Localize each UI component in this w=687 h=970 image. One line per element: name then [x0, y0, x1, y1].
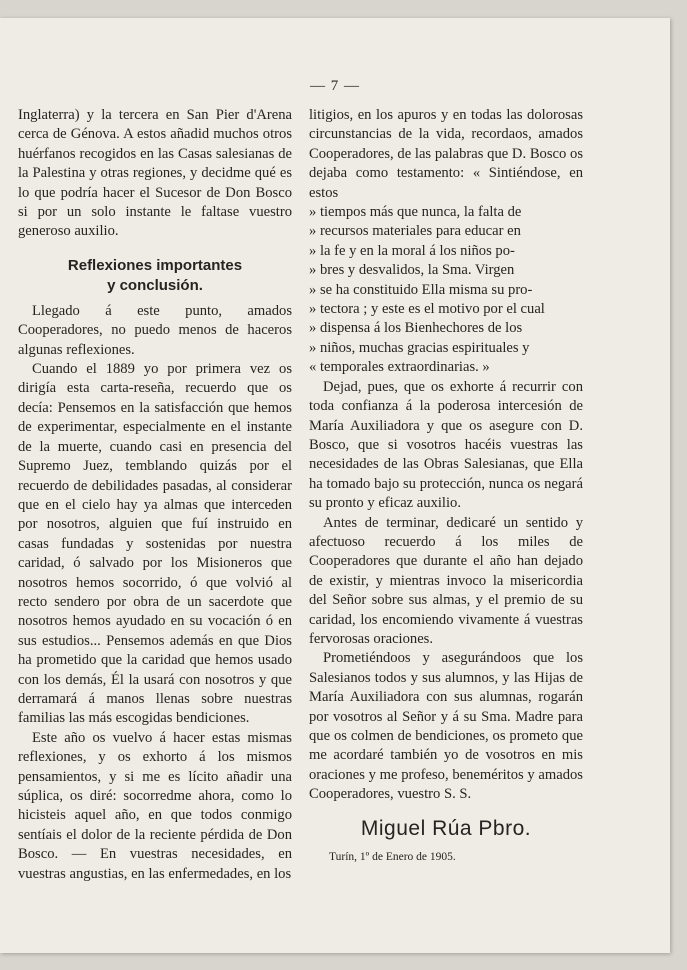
paragraph: Cuando el 1889 yo por primera vez os dirigía esta carta-reseña, recuerdo que os decía: Pensemos en la satisfacción que hemos de experimentar, especialmente en el instante de la muerte, cuando casi en presencia del Supremo Juez, temblando quizás por el recuerdo de debilidades pasadas, al considerar que en el cielo hay ya almas que interceden por nosotros, alguien que fuí instruido en casas fundadas y sostenidas por nuestra caridad, ó salvado por los Misioneros que nosotros hemos socorrido, ó que volvió al recto sendero por obra de un sacerdote que nosotros hemos ayudado en su vocación ó en sus estudios... Pensemos además en que Dios ha prometido que la caridad que hemos usado con los demás, Él la usará con nosotros y que derramará á manos llenas sobre nuestras familias las más escogidas bendiciones.: [18, 361, 292, 727]
section-heading-line-1: Reflexiones importantes: [67, 256, 243, 274]
paragraph: litigios, en los apuros y en todas las dolorosas circunstancias de la vida, recordaos, amados Cooperadores, de las palabras que D. Bosco os dejaba como testamento: « Sintiéndose, en estos: [309, 107, 583, 201]
quote-line: » dispensa á los Bienhechores de los: [309, 320, 523, 337]
quote-line: » bres y desvalidos, la Sma. Virgen: [309, 262, 515, 279]
quote-line: « temporales extraordinarias. »: [309, 359, 490, 376]
quote-line: » se ha constituido Ella misma su pro-: [309, 281, 533, 298]
quote-line: » recursos materiales para educar en: [309, 223, 521, 240]
signature: Miguel Rúa Pbro.: [360, 816, 532, 840]
quote-line: » la fe y en la moral á los niños po-: [309, 242, 515, 259]
paragraph: Este año os vuelvo á hacer estas mismas reflexiones, y os exhorto á los mismos pensamientos, y si me es lícito añadir una súplica, os diré: socorredme ahora, como lo hicisteis aquel año, en que todos conmigo sentíais el dolor de la reciente pérdida de Don Bosco. — En vuestras necesidades, en vuestras angustias, en las enfermedades, en los: [18, 729, 292, 882]
dateline: Turín, 1º de Enero de 1905.: [329, 851, 456, 864]
document-page: [0, 18, 670, 953]
quote-line: » tiempos más que nunca, la falta de: [309, 204, 522, 221]
right-column: [309, 106, 583, 867]
paragraph: Inglaterra) y la tercera en San Pier d'Arena cerca de Génova. A estos añadid muchos otros huérfanos recogidos en las Casas salesianas de la Palestina y otras regiones, y decidme qué es lo que podría hacer el Sucesor de Don Bosco si por un solo instante le faltase vuestro generoso auxilio.: [18, 107, 292, 240]
quote-line: » tectora ; y este es el motivo por el cual: [309, 301, 545, 318]
paragraph: Antes de terminar, dedicaré un sentido y afectuoso recuerdo á los miles de Cooperadores que durante el año han dejado de existir, y mientras invoco la misericordia del Señor sobre sus almas, y el premio de su caridad, los encomiendo vivamente á vuestras fervorosas oraciones.: [309, 514, 583, 647]
quote-line: » niños, muchas gracias espirituales y: [309, 339, 530, 356]
paragraph: Prometiéndoos y asegurándoos que los Salesianos todos y sus alumnos, y las Hijas de María Auxiliadora con sus alumnas, rogarán por vosotros al Señor y á su Sma. Madre para que os colmen de bendiciones, os prometo que me acordaré también yo de vosotros en mis oraciones y me profeso, beneméritos y amados Cooperadores, vuestro S. S.: [309, 650, 583, 803]
left-column: [18, 106, 292, 884]
quoted-testament: [309, 203, 583, 378]
section-heading-line-2: y conclusión.: [107, 276, 203, 294]
paragraph: Llegado á este punto, amados Cooperadores, no puedo menos de haceros algunas reflexiones.: [18, 302, 292, 358]
section-heading: [18, 256, 292, 296]
page-number: — 7 —: [310, 78, 360, 94]
paragraph: Dejad, pues, que os exhorte á recurrir con toda confianza á la poderosa intercesión de María Auxiliadora y que os asegure con D. Bosco, que si vosotros hacéis vuestras las necesidades de las Obras Salesianas, que Ella ha tomado bajo su protección, nunca os negará su pronto y eficaz auxilio.: [309, 378, 583, 512]
